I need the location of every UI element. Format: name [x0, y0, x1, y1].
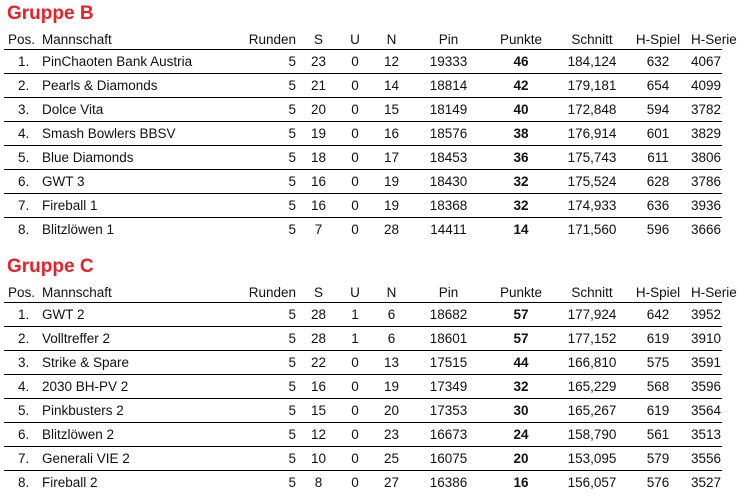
row-punkte: 46: [487, 50, 555, 74]
table-row: [4, 399, 722, 423]
row-schnitt: 174,933: [555, 194, 629, 218]
row-pos: 7.: [4, 447, 38, 471]
row-pin: 18430: [410, 170, 487, 194]
row-runden: 5: [218, 423, 300, 447]
row-schnitt: 158,790: [555, 423, 629, 447]
row-u: 0: [337, 423, 373, 447]
row-pos: 8.: [18, 222, 30, 237]
row-hspiel: 654: [629, 74, 687, 98]
row-u: 0: [337, 194, 373, 218]
col-header-n: N: [373, 282, 410, 303]
row-pos: 5.: [4, 399, 38, 423]
row-n: 17: [373, 146, 410, 170]
row-team: Strike & Spare: [38, 351, 218, 375]
row-pin: 18576: [410, 122, 487, 146]
row-punkte: 44: [487, 351, 555, 375]
group-title: Gruppe C: [7, 256, 94, 277]
row-pin: 18601: [410, 327, 487, 351]
col-header-s: S: [300, 282, 337, 303]
table-row: [4, 74, 722, 98]
table-row: [4, 146, 722, 170]
row-u: 0: [337, 447, 373, 471]
col-header-n: N: [373, 29, 410, 50]
row-u: 0: [337, 122, 373, 146]
row-n: 6: [373, 303, 410, 327]
row-pos: 3.: [4, 98, 38, 122]
row-pos: 7.: [4, 194, 38, 218]
row-team: Blue Diamonds: [38, 146, 218, 170]
table-row: [4, 375, 722, 399]
row-u: 0: [351, 475, 359, 490]
row-pos: 4.: [4, 122, 38, 146]
row-schnitt: 177,152: [555, 327, 629, 351]
row-pos: 6.: [4, 170, 38, 194]
row-schnitt: 176,914: [555, 122, 629, 146]
row-punkte: 30: [487, 399, 555, 423]
col-header-schnitt: Schnitt: [555, 282, 629, 303]
row-team: PinChaoten Bank Austria: [38, 50, 218, 74]
table-row: [4, 471, 722, 495]
row-hserie: 3786: [687, 170, 722, 194]
row-hspiel: 579: [629, 447, 687, 471]
row-schnitt: 184,124: [555, 50, 629, 74]
row-hserie: 4099: [687, 74, 722, 98]
col-header-punkte: Punkte: [487, 282, 555, 303]
row-runden: 5: [218, 170, 300, 194]
row-runden: 5: [218, 399, 300, 423]
row-team: Blitzlöwen 1: [42, 222, 115, 237]
row-team: Pearls & Diamonds: [38, 74, 218, 98]
row-n: 27: [383, 475, 400, 490]
row-n: 20: [373, 399, 410, 423]
row-hspiel: 642: [629, 303, 687, 327]
row-team: GWT 2: [38, 303, 218, 327]
row-s: 19: [300, 122, 337, 146]
row-pos: 4.: [4, 375, 38, 399]
table-row: [4, 194, 722, 218]
row-hserie: 3527: [691, 475, 722, 490]
row-u: 0: [337, 399, 373, 423]
row-team: Volltreffer 2: [38, 327, 218, 351]
row-hserie: 3564: [687, 399, 722, 423]
row-u: 0: [337, 50, 373, 74]
row-n: 19: [373, 375, 410, 399]
row-punkte: 14: [513, 222, 529, 237]
row-pos: 6.: [4, 423, 38, 447]
col-header-u: U: [337, 282, 373, 303]
row-pos: 1.: [4, 50, 38, 74]
row-n: 14: [373, 74, 410, 98]
row-team: Dolce Vita: [38, 98, 218, 122]
row-hspiel: 619: [629, 399, 687, 423]
row-u: 0: [337, 170, 373, 194]
row-pin: 18368: [410, 194, 487, 218]
row-s: 16: [300, 170, 337, 194]
row-runden: 5: [218, 303, 300, 327]
row-s: 28: [300, 327, 337, 351]
col-header-u: U: [337, 29, 373, 50]
row-pin: 18453: [410, 146, 487, 170]
row-u: 0: [337, 146, 373, 170]
row-u: 0: [337, 74, 373, 98]
row-pin: 18814: [410, 74, 487, 98]
row-pos: 3.: [4, 351, 38, 375]
row-team: Smash Bowlers BBSV: [38, 122, 218, 146]
row-pin: 16673: [410, 423, 487, 447]
row-schnitt: 179,181: [555, 74, 629, 98]
row-runden: 5: [218, 351, 300, 375]
standings-table: [4, 282, 737, 494]
row-pos: 2.: [4, 327, 38, 351]
table-row: [4, 303, 722, 327]
row-schnitt: 156,057: [567, 475, 617, 490]
row-hspiel: 628: [629, 170, 687, 194]
row-runden: 5: [218, 447, 300, 471]
row-punkte: 38: [487, 122, 555, 146]
row-pin: 17353: [410, 399, 487, 423]
row-punkte: 57: [487, 327, 555, 351]
row-u: 0: [351, 222, 359, 237]
row-s: 7: [314, 222, 323, 237]
row-n: 25: [373, 447, 410, 471]
row-n: 15: [373, 98, 410, 122]
row-schnitt: 175,524: [555, 170, 629, 194]
table-row: [4, 327, 722, 351]
row-pin: 19333: [410, 50, 487, 74]
row-n: 16: [373, 122, 410, 146]
row-hserie: 3513: [687, 423, 722, 447]
row-hspiel: 632: [629, 50, 687, 74]
table-row: [4, 218, 722, 242]
row-s: 28: [300, 303, 337, 327]
row-s: 16: [300, 375, 337, 399]
table-row: [4, 447, 722, 471]
row-hspiel: 561: [629, 423, 687, 447]
col-header-pos: Pos.: [4, 282, 38, 303]
row-schnitt: 165,267: [555, 399, 629, 423]
row-schnitt: 153,095: [555, 447, 629, 471]
col-header-team: Mannschaft: [38, 282, 218, 303]
row-s: 18: [300, 146, 337, 170]
row-runden: 5: [218, 74, 300, 98]
row-hspiel: 594: [629, 98, 687, 122]
row-team: Pinkbusters 2: [38, 399, 218, 423]
row-hspiel: 568: [629, 375, 687, 399]
row-pin: 17349: [410, 375, 487, 399]
row-pin: 16075: [410, 447, 487, 471]
col-header-runden: Runden: [218, 282, 300, 303]
row-pin: 17515: [410, 351, 487, 375]
row-runden: 5: [218, 327, 300, 351]
row-hspiel: 619: [629, 327, 687, 351]
row-runden: 5: [218, 122, 300, 146]
table-row: [4, 98, 722, 122]
col-header-schnitt: Schnitt: [555, 29, 629, 50]
row-hserie: 3782: [687, 98, 722, 122]
header-row: [4, 29, 722, 50]
table-row: [4, 50, 722, 74]
row-s: 12: [300, 423, 337, 447]
row-hserie: 3666: [691, 222, 722, 237]
row-u: 1: [337, 327, 373, 351]
row-runden: 5: [218, 375, 300, 399]
row-pos: 5.: [4, 146, 38, 170]
row-schnitt: 171,560: [567, 222, 617, 237]
row-n: 13: [373, 351, 410, 375]
table-row: [4, 423, 722, 447]
row-s: 15: [300, 399, 337, 423]
table-row: [4, 122, 722, 146]
row-u: 0: [337, 98, 373, 122]
row-n: 19: [373, 194, 410, 218]
row-n: 28: [383, 222, 400, 237]
col-header-pin: Pin: [410, 282, 487, 303]
table-row: [4, 170, 722, 194]
row-hserie: 3829: [687, 122, 722, 146]
col-header-runden: Runden: [218, 29, 300, 50]
row-s: 8: [314, 475, 323, 490]
row-punkte: 57: [487, 303, 555, 327]
row-team: Fireball 2: [42, 475, 98, 490]
row-schnitt: 177,924: [555, 303, 629, 327]
row-runden: 5: [288, 222, 296, 237]
row-s: 16: [300, 194, 337, 218]
col-header-team: Mannschaft: [38, 29, 218, 50]
row-schnitt: 166,810: [555, 351, 629, 375]
row-n: 6: [373, 327, 410, 351]
row-s: 20: [300, 98, 337, 122]
row-hserie: 3591: [687, 351, 722, 375]
row-n: 23: [373, 423, 410, 447]
group-title: Gruppe B: [7, 3, 94, 24]
row-schnitt: 175,743: [555, 146, 629, 170]
row-hspiel: 575: [629, 351, 687, 375]
col-header-s: S: [300, 29, 337, 50]
row-team: Fireball 1: [38, 194, 218, 218]
row-hserie: 3556: [687, 447, 722, 471]
row-hserie: 3806: [687, 146, 722, 170]
header-row: [4, 282, 722, 303]
row-punkte: 42: [487, 74, 555, 98]
row-hspiel: 636: [629, 194, 687, 218]
col-header-hspiel: H-Spiel: [629, 29, 687, 50]
row-n: 19: [373, 170, 410, 194]
row-u: 0: [337, 375, 373, 399]
row-team: Blitzlöwen 2: [38, 423, 218, 447]
row-u: 0: [337, 351, 373, 375]
row-hspiel: 596: [646, 222, 670, 237]
row-s: 22: [300, 351, 337, 375]
row-s: 10: [300, 447, 337, 471]
col-header-pos: Pos.: [4, 29, 38, 50]
col-header-hserie: H-Serie: [687, 29, 722, 50]
col-header-hserie: H-Serie: [687, 282, 722, 303]
row-u: 1: [337, 303, 373, 327]
table-row: [4, 351, 722, 375]
row-punkte: 36: [487, 146, 555, 170]
row-punkte: 32: [487, 375, 555, 399]
row-s: 21: [300, 74, 337, 98]
row-schnitt: 165,229: [555, 375, 629, 399]
row-hserie: 3936: [687, 194, 722, 218]
row-hserie: 3596: [687, 375, 722, 399]
row-hspiel: 576: [646, 475, 670, 490]
row-runden: 5: [218, 194, 300, 218]
row-hspiel: 601: [629, 122, 687, 146]
row-n: 12: [373, 50, 410, 74]
row-pos: 1.: [4, 303, 38, 327]
row-punkte: 16: [513, 475, 529, 490]
row-runden: 5: [288, 475, 296, 490]
col-header-hspiel: H-Spiel: [629, 282, 687, 303]
row-hspiel: 611: [629, 146, 687, 170]
row-punkte: 32: [487, 170, 555, 194]
row-punkte: 40: [487, 98, 555, 122]
row-pin: 16386: [429, 475, 468, 490]
standings-table: [4, 29, 737, 241]
row-punkte: 24: [487, 423, 555, 447]
col-header-pin: Pin: [410, 29, 487, 50]
row-team: 2030 BH-PV 2: [38, 375, 218, 399]
row-punkte: 20: [487, 447, 555, 471]
row-team: Generali VIE 2: [38, 447, 218, 471]
row-hserie: 3910: [687, 327, 722, 351]
row-team: GWT 3: [38, 170, 218, 194]
row-hserie: 3952: [687, 303, 722, 327]
row-punkte: 32: [487, 194, 555, 218]
row-pin: 18149: [410, 98, 487, 122]
row-runden: 5: [218, 146, 300, 170]
row-pin: 14411: [430, 222, 467, 237]
row-s: 23: [300, 50, 337, 74]
row-runden: 5: [218, 50, 300, 74]
col-header-punkte: Punkte: [487, 29, 555, 50]
row-pos: 8.: [18, 475, 30, 490]
row-pos: 2.: [4, 74, 38, 98]
row-hserie: 4067: [687, 50, 722, 74]
row-pin: 18682: [410, 303, 487, 327]
row-runden: 5: [218, 98, 300, 122]
row-schnitt: 172,848: [555, 98, 629, 122]
